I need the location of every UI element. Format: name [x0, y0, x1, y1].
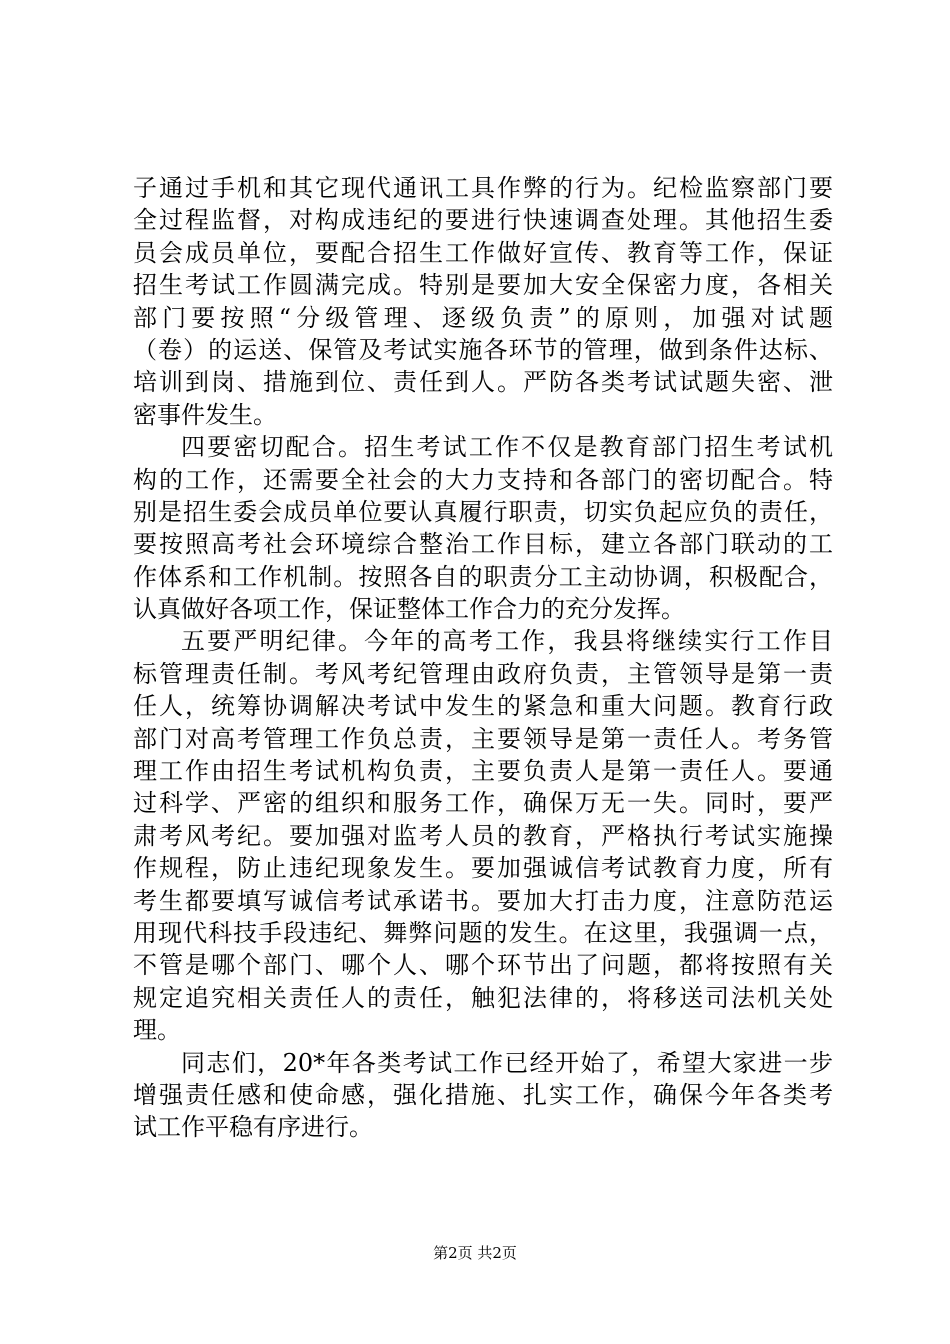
text-line: 五要严明纪律。今年的高考工作，我县将继续实行工作目: [181, 627, 833, 656]
text-line: 过科学、严密的组织和服务工作，确保万无一失。同时，要严: [133, 789, 833, 818]
text-line: 增强责任感和使命感，强化措施、扎实工作，确保今年各类考: [133, 1080, 833, 1109]
text-line: 规定追究相关责任人的责任，触犯法律的，将移送司法机关处: [133, 983, 833, 1012]
text-line: 构的工作，还需要全社会的大力支持和各部门的密切配合。特: [133, 465, 833, 494]
text-line: 培训到岗、措施到位、责任到人。严防各类考试试题失密、泄: [133, 368, 833, 397]
text-line: 员会成员单位，要配合招生工作做好宣传、教育等工作，保证: [133, 238, 833, 267]
text-line: 部门要按照“分级管理、逐级负责”的原则，加强对试题: [133, 303, 833, 332]
text-line: 部门对高考管理工作负总责，主要领导是第一责任人。考务管: [133, 724, 833, 753]
text-line: 别是招生委会成员单位要认真履行职责，切实负起应负的责任，: [133, 497, 833, 526]
text-line: 四要密切配合。招生考试工作不仅是教育部门招生考试机: [181, 433, 833, 462]
text-line: 全过程监督，对构成违纪的要进行快速调查处理。其他招生委: [133, 206, 833, 235]
text-line: 标管理责任制。考风考纪管理由政府负责，主管领导是第一责: [133, 659, 833, 688]
text-line: 考生都要填写诚信考试承诺书。要加大打击力度，注意防范运: [133, 886, 833, 915]
paragraph: [133, 431, 833, 625]
text-line: 认真做好各项工作，保证整体工作合力的充分发挥。: [133, 595, 685, 624]
text-line: 子通过手机和其它现代通讯工具作弊的行为。纪检监察部门要: [133, 174, 833, 202]
text-line: 密事件发生。: [133, 400, 277, 429]
text-line: 肃考风考纪。要加强对监考人员的教育，严格执行考试实施操: [133, 821, 833, 850]
text-line: （卷）的运送、保管及考试实施各环节的管理，做到条件达标、: [133, 335, 833, 364]
document-body: [133, 172, 833, 1144]
text-line: 理。: [133, 1016, 181, 1045]
page-footer: 第2页 共2页: [433, 1244, 517, 1262]
paragraph: [133, 172, 833, 431]
text-line: 要按照高考社会环境综合整治工作目标，建立各部门联动的工: [133, 530, 833, 559]
text-line: 作体系和工作机制。按照各自的职责分工主动协调，积极配合，: [133, 562, 833, 591]
text-line: 用现代科技手段违纪、舞弊问题的发生。在这里，我强调一点，: [133, 918, 833, 947]
text-line: 不管是哪个部门、哪个人、哪个环节出了问题，都将按照有关: [133, 951, 833, 980]
text-line: 任人，统筹协调解决考试中发生的紧急和重大问题。教育行政: [133, 692, 833, 721]
paragraph: [133, 625, 833, 1046]
text-line: 试工作平稳有序进行。: [133, 1113, 373, 1142]
text-line: 招生考试工作圆满完成。特别是要加大安全保密力度，各相关: [133, 271, 833, 300]
text-line: 理工作由招生考试机构负责，主要负责人是第一责任人。要通: [133, 757, 833, 786]
paragraph: [133, 1047, 833, 1144]
text-line: 作规程，防止违纪现象发生。要加强诚信考试教育力度，所有: [133, 854, 833, 883]
text-line: 同志们，20*年各类考试工作已经开始了，希望大家进一步: [181, 1048, 833, 1077]
